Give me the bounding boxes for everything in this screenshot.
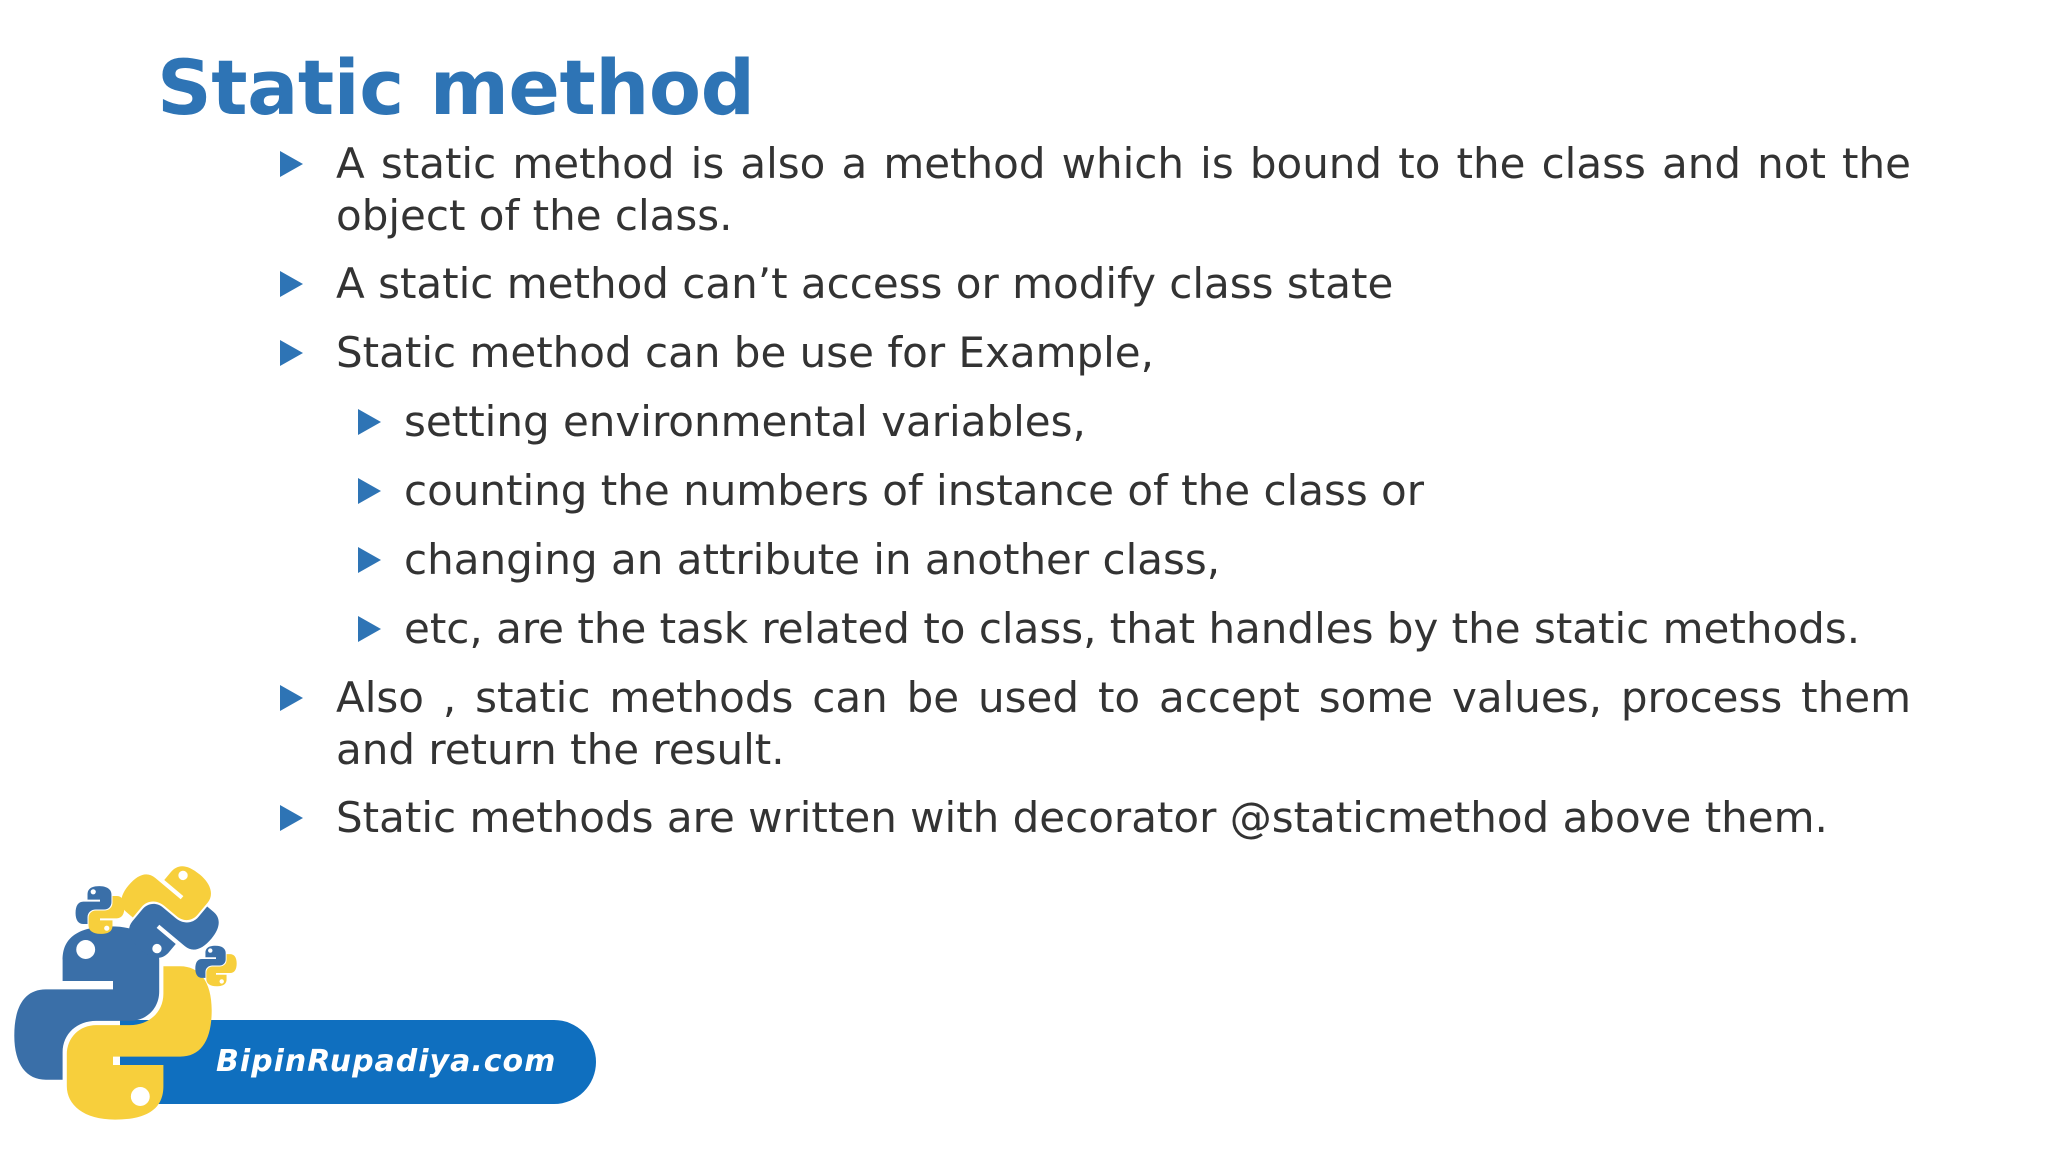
bullet-text: Static method can be use for Example, <box>336 328 1154 377</box>
triangle-bullet-icon <box>358 547 381 573</box>
bullet-text: etc, are the task related to class, that handles by the static methods. <box>404 604 1861 653</box>
triangle-bullet-icon <box>358 616 381 642</box>
bullet-item <box>336 258 1911 310</box>
bullet-item <box>336 672 1911 776</box>
bullet-item <box>336 792 1911 844</box>
bullet-text: counting the numbers of instance of the class or <box>404 466 1425 515</box>
slide-title: Static method <box>157 43 755 132</box>
triangle-bullet-icon <box>280 805 303 831</box>
triangle-bullet-icon <box>280 340 303 366</box>
triangle-bullet-icon <box>358 478 381 504</box>
triangle-bullet-icon <box>280 151 303 177</box>
bullet-text: Static methods are written with decorator @staticmethod above them. <box>336 793 1828 842</box>
bullet-text: changing an attribute in another class, <box>404 535 1221 584</box>
python-logo-icon <box>74 884 126 936</box>
bullet-item <box>336 138 1911 242</box>
bullet-text: setting environmental variables, <box>404 397 1086 446</box>
site-name: BipinRupadiya.com <box>216 1044 557 1079</box>
triangle-bullet-icon <box>358 409 381 435</box>
triangle-bullet-icon <box>280 685 303 711</box>
python-logo-icon <box>194 944 238 988</box>
brand-logo <box>0 850 620 1152</box>
bullet-text: Also , static methods can be used to accept some values, process them and return the result. <box>336 673 1911 774</box>
sub-bullet-item <box>404 603 1924 655</box>
sub-bullet-item <box>404 396 1924 448</box>
sub-bullet-item <box>404 465 1924 517</box>
triangle-bullet-icon <box>280 271 303 297</box>
bullet-text: A static method is also a method which is bound to the class and not the object of the class. <box>336 139 1911 240</box>
bullet-text: A static method can’t access or modify class state <box>336 259 1394 308</box>
sub-bullet-item <box>404 534 1924 586</box>
bullet-item <box>336 327 1911 379</box>
